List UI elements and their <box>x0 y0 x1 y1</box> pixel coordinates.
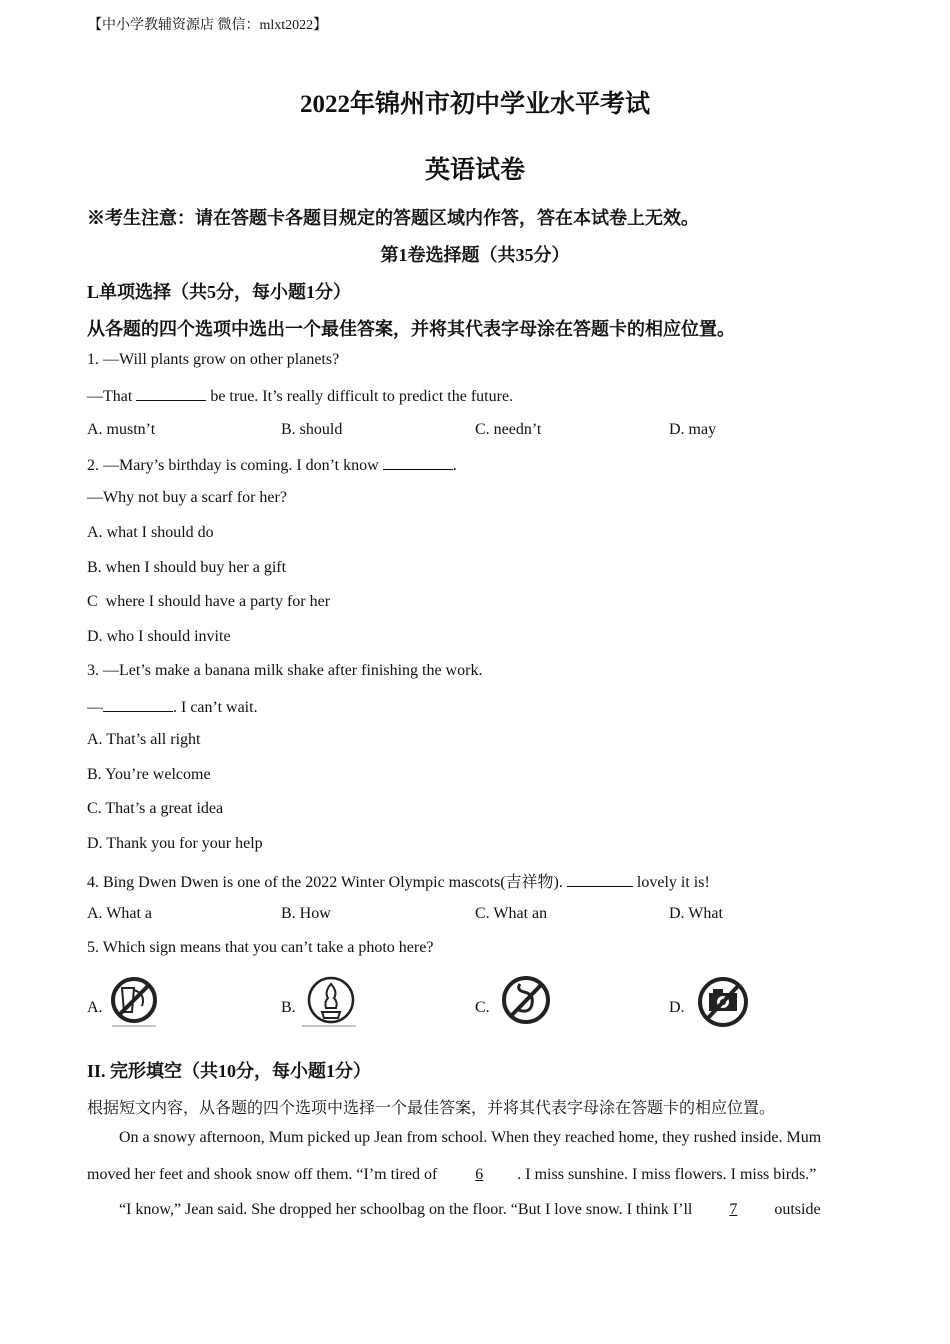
q4-stem-pre: 4. Bing Dwen Dwen is one of the 2022 Winter Olympic mascots(吉祥物). <box>87 874 563 891</box>
q3-blank <box>103 697 173 712</box>
q3-option-a: A. That’s all right <box>87 731 201 748</box>
q2-option-c: C where I should have a party for her <box>87 593 331 610</box>
page-header: 【中小学教辅资源店 微信：mlxt2022】 <box>88 18 328 33</box>
exam-subtitle: 英语试卷 <box>424 157 525 184</box>
passage-p2-pre: “I know,” Jean said. She dropped her schoolbag on the floor. “But I love snow. I think I’ll <box>119 1201 693 1218</box>
q2-response: —Why not buy a scarf for her? <box>87 489 287 506</box>
no-camera-sign-icon <box>696 976 750 1028</box>
q4-stem-post: lovely it is! <box>636 874 710 891</box>
q3-response-post: . I can’t wait. <box>173 699 258 716</box>
blank-7: 7 <box>729 1201 738 1218</box>
section1-instruction: 从各题的四个选项中选出一个最佳答案，并将其代表字母涂在答题卡的相应位置。 <box>87 319 735 339</box>
q1-response <box>87 386 513 406</box>
q1-option-b: B. should <box>281 421 343 438</box>
passage-p1-line1: On a snowy afternoon, Mum picked up Jean from school. When they reached home, they rushed inside. Mum <box>119 1129 822 1146</box>
q5-option-c-label: C. <box>475 999 490 1016</box>
q4-blank <box>567 872 633 887</box>
q2-stem-post: . <box>452 457 457 474</box>
q3-response <box>87 697 258 717</box>
q4-option-a: A. What a <box>87 905 153 922</box>
q5-stem: 5. Which sign means that you can’t take a photo here? <box>87 939 434 956</box>
q3-response-pre: — <box>87 699 103 716</box>
no-drinking-sign-icon <box>106 976 164 1030</box>
q4-stem <box>87 869 710 892</box>
q4-option-c: C. What an <box>475 905 548 922</box>
passage-p1-line2-pre: moved her feet and shook snow off them. “I’m tired of <box>87 1166 438 1183</box>
q1-response-post: be true. It’s really difficult to predict the future. <box>210 388 514 405</box>
no-littering-sign-icon <box>300 976 360 1030</box>
q2-option-d: D. who I should invite <box>87 628 231 645</box>
section2-instruction: 根据短文内容，从各题的四个选项中选择一个最佳答案，并将其代表字母涂在答题卡的相应位置。 <box>87 1100 776 1117</box>
q4-option-b: B. How <box>281 905 331 922</box>
q2-stem <box>87 455 457 475</box>
q3-option-b: B. You’re welcome <box>87 766 211 783</box>
passage-p2-post: outside <box>774 1201 821 1218</box>
q1-blank <box>136 386 206 401</box>
section2-heading: II. 完形填空（共10分，每小题1分） <box>87 1061 372 1081</box>
q2-option-b: B. when I should buy her a gift <box>87 559 287 576</box>
notice: ※考生注意：请在答题卡各题目规定的答题区域内作答，答在本试卷上无效。 <box>87 208 699 228</box>
passage-p1-line2-post: . I miss sunshine. I miss flowers. I miss birds.” <box>517 1166 817 1183</box>
q5-option-b-label: B. <box>281 999 296 1016</box>
q3-stem: 3. —Let’s make a banana milk shake after finishing the work. <box>87 662 483 679</box>
q1-response-pre: —That <box>87 388 133 405</box>
q2-stem-pre: 2. —Mary’s birthday is coming. I don’t know <box>87 457 379 474</box>
q3-option-d: D. Thank you for your help <box>87 835 263 852</box>
q4-option-d: D. What <box>669 905 723 922</box>
q2-blank <box>383 455 453 470</box>
q5-option-d-label: D. <box>669 999 685 1016</box>
blank-6: 6 <box>475 1166 484 1183</box>
exam-title: 2022年锦州市初中学业水平考试 <box>299 91 650 118</box>
q1-option-c: C. needn’t <box>475 421 542 438</box>
q2-option-a: A. what I should do <box>87 524 214 541</box>
passage-p1-line2 <box>87 1166 816 1184</box>
q1-option-d: D. may <box>669 421 717 438</box>
q1-option-a: A. mustn’t <box>87 421 156 438</box>
no-smoking-sign-icon <box>500 976 554 1028</box>
q5-option-a-label: A. <box>87 999 103 1016</box>
section1-heading: L单项选择（共5分，每小题1分） <box>87 282 352 302</box>
q1-stem: 1. —Will plants grow on other planets? <box>87 351 340 368</box>
volume-heading: 第1卷选择题（共35分） <box>380 245 570 265</box>
passage-p2-line1 <box>119 1201 821 1219</box>
q3-option-c: C. That’s a great idea <box>87 800 224 817</box>
